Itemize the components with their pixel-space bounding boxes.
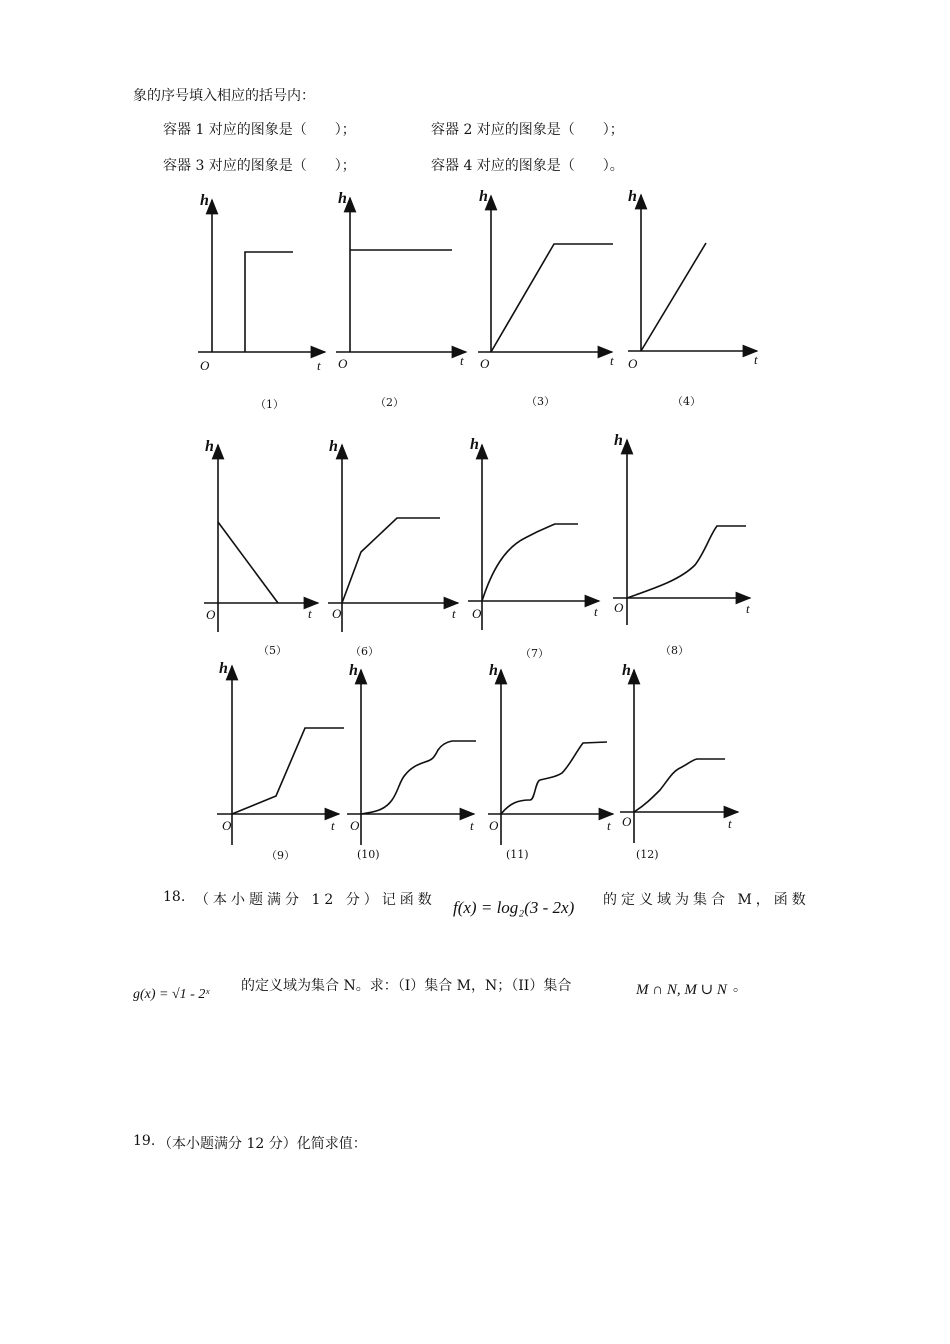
axis-o-7: O — [472, 606, 482, 621]
axis-t-9: t — [331, 818, 335, 833]
axis-h-8: h — [614, 432, 623, 449]
q18-gx: g(x) = √1 - 2ˣ — [133, 987, 210, 1002]
axis-o-12: O — [622, 814, 632, 829]
graph-11 — [488, 670, 613, 845]
axis-t-12: t — [728, 816, 732, 831]
graph-1-curve — [245, 252, 293, 352]
caption-7: （7） — [520, 647, 549, 660]
graph-7 — [468, 445, 599, 630]
axis-t-1: t — [317, 358, 321, 373]
graph-9 — [217, 666, 344, 845]
graph-12-curve — [634, 759, 725, 812]
axis-t-6: t — [452, 606, 456, 621]
blank-container-3: 容器 3 对应的图象是（ ）； — [163, 158, 356, 174]
graph-5-curve — [218, 522, 278, 603]
axis-t-3: t — [610, 353, 614, 368]
axis-o-9: O — [222, 818, 232, 833]
graph-2 — [336, 198, 466, 352]
caption-8: （8） — [660, 644, 689, 657]
q19-number: 19. — [133, 1133, 156, 1149]
caption-2: （2） — [375, 396, 404, 409]
intro-line: 象的序号填入相应的括号内： — [133, 88, 315, 104]
axis-t-8: t — [746, 601, 750, 616]
axis-h-12: h — [622, 662, 631, 679]
graph-6 — [328, 445, 458, 632]
q18-text-2: 的定义域为集合 M，函数 — [603, 892, 810, 908]
q18-text-1: （本小题满分 12 分）记函数 — [195, 892, 436, 908]
axis-o-2: O — [338, 356, 348, 371]
blank-container-2: 容器 2 对应的图象是（ ）； — [431, 122, 624, 138]
graph-4-curve — [641, 243, 706, 351]
axis-h-10: h — [349, 662, 358, 679]
axis-t-7: t — [594, 604, 598, 619]
axis-o-4: O — [628, 356, 638, 371]
axis-o-5: O — [206, 607, 216, 622]
axis-h-1: h — [200, 192, 209, 209]
axis-h-3: h — [479, 188, 488, 205]
axis-h-11: h — [489, 662, 498, 679]
axis-o-3: O — [480, 356, 490, 371]
graph-1 — [198, 200, 325, 352]
caption-3: （3） — [526, 395, 555, 408]
graph-7-curve — [482, 524, 578, 601]
q18-end: 。 — [733, 979, 747, 995]
graph-6-curve — [342, 518, 440, 603]
axis-h-6: h — [329, 438, 338, 455]
q18-text-3: 的定义域为集合 N。求：（I）集合 M，N；（II）集合 — [241, 978, 572, 994]
q18-sets: M ∩ N, M ∪ N — [636, 982, 727, 998]
graph-3-curve — [491, 244, 613, 352]
blank-container-4: 容器 4 对应的图象是（ ）。 — [431, 158, 624, 174]
axis-o-10: O — [350, 818, 360, 833]
axis-o-1: O — [200, 358, 210, 373]
graph-9-curve — [232, 728, 344, 814]
graph-10 — [347, 670, 476, 845]
q19-text: （本小题满分 12 分）化简求值： — [158, 1136, 367, 1152]
axis-t-2: t — [460, 353, 464, 368]
graph-5 — [204, 445, 318, 632]
caption-11: (11) — [506, 848, 529, 861]
graph-4 — [628, 195, 757, 351]
graph-3 — [478, 196, 613, 352]
caption-10: (10) — [357, 848, 380, 861]
axis-h-4: h — [628, 188, 637, 205]
caption-4: （4） — [672, 395, 701, 408]
graph-8-curve — [627, 526, 746, 598]
caption-5: （5） — [258, 644, 287, 657]
caption-1: （1） — [255, 398, 284, 411]
graph-8 — [613, 440, 750, 625]
axis-o-11: O — [489, 818, 499, 833]
axis-h-9: h — [219, 660, 228, 677]
axis-h-7: h — [470, 436, 479, 453]
axis-o-6: O — [332, 606, 342, 621]
graph-12 — [620, 670, 738, 843]
q18-fx: f(x) = log₂(3 - 2x) — [453, 898, 575, 917]
axis-t-10: t — [470, 818, 474, 833]
caption-12: (12) — [636, 848, 659, 861]
axis-h-5: h — [205, 438, 214, 455]
graph-11-curve — [501, 742, 607, 814]
axis-o-8: O — [614, 600, 624, 615]
axis-h-2: h — [338, 190, 347, 207]
axis-t-4: t — [754, 352, 758, 367]
graph-10-curve — [361, 741, 476, 814]
blank-container-1: 容器 1 对应的图象是（ ）； — [163, 122, 356, 138]
caption-9: （9） — [266, 849, 295, 862]
caption-6: （6） — [350, 645, 379, 658]
axis-t-11: t — [607, 818, 611, 833]
q18-number: 18. — [163, 889, 186, 905]
axis-t-5: t — [308, 606, 312, 621]
